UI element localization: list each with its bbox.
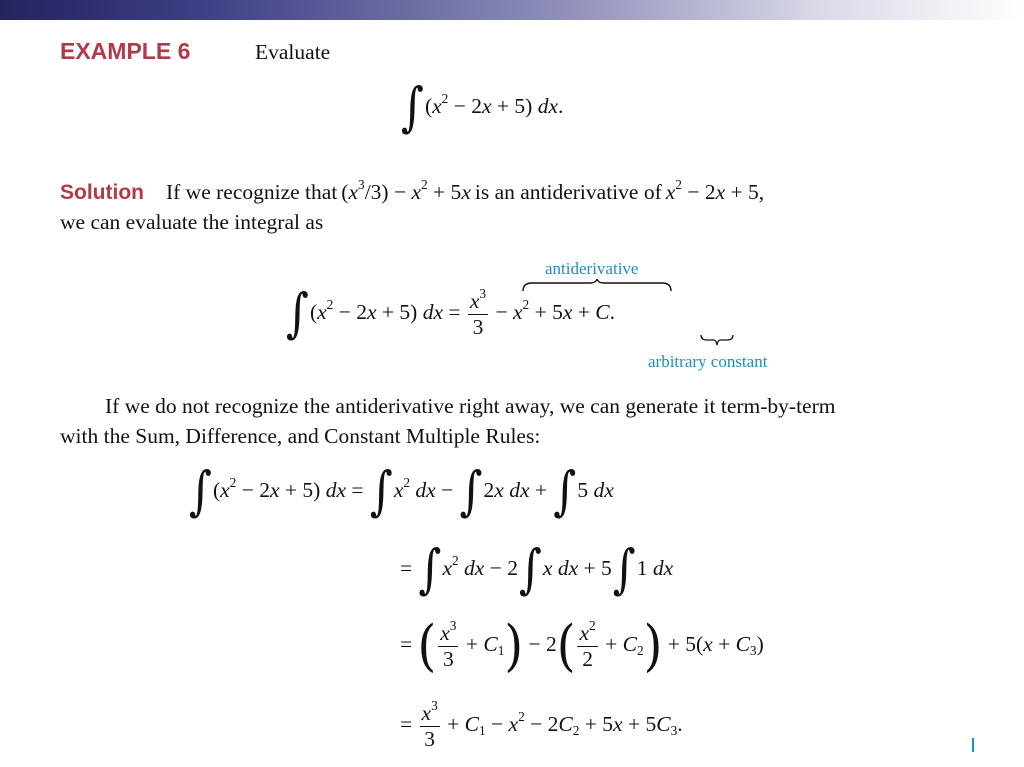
derivation-step-3: = ( $\frac{x^3}{3}$ + $C_1) - 2$( $\frac{x^2}{2}$ + $C_2) + 5(x + C_3)$ — [400, 613, 764, 679]
underbrace-icon — [700, 334, 734, 346]
paragraph-line-2: with the Sum, Difference, and Constant Multiple Rules: — [60, 424, 541, 448]
solution-text-2: is an antiderivative of — [474, 180, 662, 204]
antiderivative-equation: $\int(x^2 - 2x + 5)$ dx = $\frac{x^3}{3}$ − $x^2 + 5x + C$. — [286, 282, 615, 345]
problem-integral: $\int(x^2 - 2x + 5)$ dx. — [401, 76, 564, 138]
solution-math-1: $(x^3/3) - x^2 + 5x$ — [341, 177, 471, 204]
solution-line-2: we can evaluate the integral as — [60, 210, 324, 234]
solution-math-2: $x^2 - 2x + 5$, — [665, 177, 765, 204]
evaluate-label: Evaluate — [255, 40, 331, 64]
slide-top-gradient-bar — [0, 0, 1024, 20]
derivation-step-2: = $\int x^2$ dx − 2∫x dx + 5∫1 dx — [400, 538, 674, 600]
antiderivative-annotation: antiderivative — [545, 259, 639, 278]
solution-label: Solution — [60, 181, 144, 204]
paragraph-line-1: If we do not recognize the antiderivative right away, we can generate it term-by-term — [105, 394, 836, 418]
solution-line-1 — [60, 177, 765, 205]
solution-text-1: If we recognize that — [165, 180, 338, 204]
example-label: EXAMPLE 6 — [60, 38, 191, 64]
derivation-step-1: $\int(x^2 - 2x + 5)$ dx = $\int x^2$ dx − ∫2x dx + ∫5 dx — [189, 460, 614, 522]
derivation-step-4: = $\frac{x^3}{3}$ + $C_1 - x^2 - 2C_2 + 5x + 5C_3$. — [400, 698, 683, 751]
arbitrary-constant-annotation: arbitrary constant — [648, 352, 768, 371]
slide-footer-mark — [972, 738, 974, 752]
